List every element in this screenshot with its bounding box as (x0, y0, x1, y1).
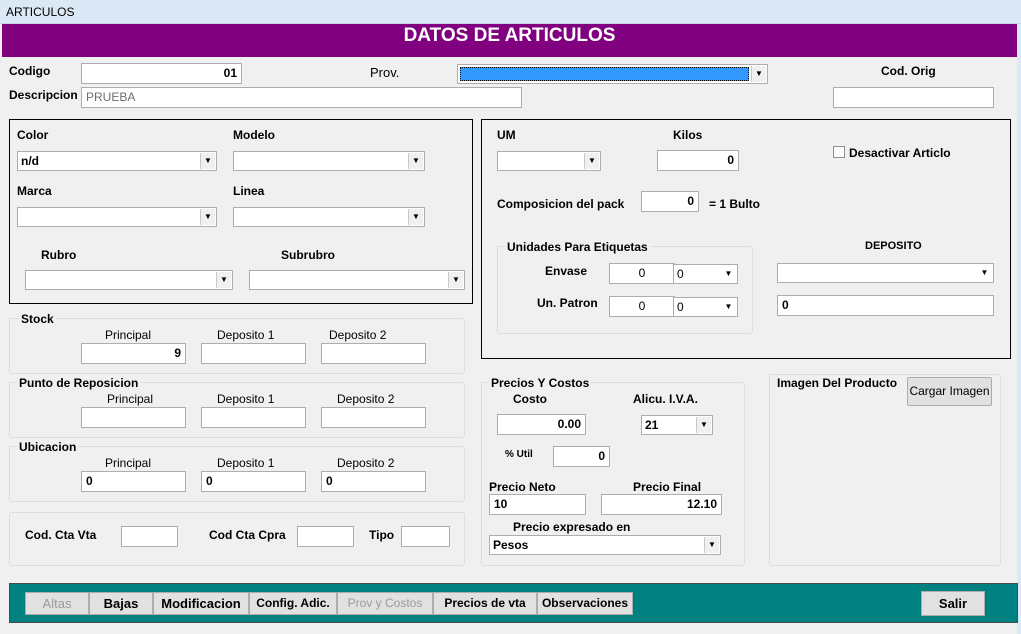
stock-col-principal: Principal (105, 328, 152, 342)
ubicacion-deposito1-input[interactable]: 0 (201, 471, 306, 492)
chevron-down-icon[interactable]: ▼ (200, 153, 215, 169)
window-titlebar (0, 0, 1021, 24)
precios-title: Precios Y Costos (491, 376, 590, 390)
chevron-down-icon[interactable]: ▼ (584, 153, 599, 169)
ubicacion-col-principal: Principal (105, 456, 152, 470)
chevron-down-icon[interactable]: ▼ (977, 265, 992, 281)
final-input[interactable]: 12.10 (601, 494, 722, 515)
envase-input[interactable]: 0 (609, 263, 675, 284)
rubro-label: Rubro (41, 248, 77, 262)
reposicion-col-deposito1: Deposito 1 (217, 392, 275, 406)
util-input[interactable]: 0 (553, 446, 610, 467)
stock-principal-input[interactable]: 9 (81, 343, 186, 364)
kilos-input[interactable]: 0 (657, 150, 739, 171)
deposito-select[interactable] (777, 263, 994, 283)
etiquetas-group (497, 246, 753, 334)
codigo-label: Codigo (9, 64, 51, 78)
costo-input[interactable]: 0.00 (497, 414, 586, 435)
color-select[interactable] (17, 151, 217, 171)
subrubro-select[interactable] (249, 270, 465, 290)
reposicion-principal-input[interactable] (81, 407, 186, 428)
window-frame-edge (1017, 24, 1021, 634)
observaciones-button[interactable]: Observaciones (537, 592, 633, 615)
um-select[interactable] (497, 151, 601, 171)
patron-select[interactable] (673, 297, 738, 317)
chevron-down-icon[interactable]: ▼ (216, 272, 231, 288)
stock-title: Stock (21, 312, 54, 326)
modelo-select[interactable] (233, 151, 425, 171)
window-title: ARTICULOS (6, 5, 75, 19)
neto-input[interactable]: 10 (489, 494, 586, 515)
chevron-down-icon[interactable]: ▼ (721, 266, 736, 282)
chevron-down-icon[interactable]: ▼ (408, 153, 423, 169)
desactivar-label: Desactivar Articlo (849, 146, 951, 160)
imagen-title: Imagen Del Producto (777, 376, 898, 390)
iva-select[interactable] (641, 415, 713, 435)
envase-selected-value: 0 (677, 267, 684, 281)
cod-orig-label: Cod. Orig (881, 64, 936, 78)
chevron-down-icon[interactable]: ▼ (721, 299, 736, 315)
envase-label: Envase (545, 264, 588, 278)
precios-vta-button[interactable]: Precios de vta (433, 592, 537, 615)
chevron-down-icon[interactable]: ▼ (704, 537, 719, 553)
reposicion-title: Punto de Reposicion (19, 376, 139, 390)
cta-vta-label: Cod. Cta Vta (25, 528, 97, 542)
neto-label: Precio Neto (489, 480, 556, 494)
config-adic-button[interactable]: Config. Adic. (249, 592, 337, 615)
chevron-down-icon[interactable]: ▼ (696, 417, 711, 433)
marca-select[interactable] (17, 207, 217, 227)
final-label: Precio Final (633, 480, 702, 494)
chevron-down-icon[interactable]: ▼ (200, 209, 215, 225)
ubicacion-col-deposito2: Deposito 2 (337, 456, 395, 470)
chevron-down-icon[interactable]: ▼ (751, 66, 766, 82)
ubicacion-deposito2-input[interactable]: 0 (321, 471, 426, 492)
patron-selected-value: 0 (677, 300, 684, 314)
prov-selected-value (460, 67, 749, 81)
marca-label: Marca (17, 184, 52, 198)
stock-deposito1-input[interactable] (201, 343, 306, 364)
prov-costos-button[interactable]: Prov y Costos (337, 592, 433, 615)
color-label: Color (17, 128, 49, 142)
subrubro-label: Subrubro (281, 248, 335, 262)
ubicacion-col-deposito1: Deposito 1 (217, 456, 275, 470)
linea-select[interactable] (233, 207, 425, 227)
reposicion-deposito2-input[interactable] (321, 407, 426, 428)
desactivar-checkbox[interactable] (833, 146, 845, 158)
chevron-down-icon[interactable]: ▼ (408, 209, 423, 225)
chevron-down-icon[interactable]: ▼ (448, 272, 463, 288)
cargar-imagen-button[interactable]: Cargar Imagen (907, 377, 992, 406)
costo-label: Costo (513, 392, 547, 406)
prov-label: Prov. (370, 65, 400, 80)
stock-deposito2-input[interactable] (321, 343, 426, 364)
modelo-label: Modelo (233, 128, 275, 142)
stock-col-deposito1: Deposito 1 (217, 328, 275, 342)
patron-label: Un. Patron (537, 296, 598, 310)
patron-input[interactable]: 0 (609, 296, 675, 317)
tipo-label: Tipo (369, 528, 395, 542)
altas-button[interactable]: Altas (25, 592, 89, 615)
reposicion-deposito1-input[interactable] (201, 407, 306, 428)
rubro-select[interactable] (25, 270, 233, 290)
cta-cpra-label: Cod Cta Cpra (209, 528, 286, 542)
bajas-button[interactable]: Bajas (89, 592, 153, 615)
cta-vta-input[interactable] (121, 526, 178, 547)
deposito-label: DEPOSITO (865, 240, 922, 252)
stock-col-deposito2: Deposito 2 (329, 328, 387, 342)
prov-select[interactable] (457, 64, 768, 84)
composicion-input[interactable]: 0 (641, 191, 699, 212)
descripcion-input[interactable]: PRUEBA (81, 87, 522, 108)
cod-orig-input[interactable] (833, 87, 994, 108)
iva-selected-value: 21 (645, 418, 659, 432)
linea-label: Linea (233, 184, 265, 198)
iva-label: Alicu. I.V.A. (633, 392, 698, 406)
deposito-input[interactable]: 0 (777, 295, 994, 316)
reposicion-col-deposito2: Deposito 2 (337, 392, 395, 406)
ubicacion-principal-input[interactable]: 0 (81, 471, 186, 492)
ubicacion-title: Ubicacion (19, 440, 77, 454)
reposicion-col-principal: Principal (107, 392, 154, 406)
cta-cpra-input[interactable] (297, 526, 354, 547)
envase-select[interactable] (673, 264, 738, 284)
salir-button[interactable]: Salir (921, 591, 985, 616)
util-label: % Util (505, 449, 533, 460)
page-title: DATOS DE ARTICULOS (2, 24, 1017, 57)
tipo-input[interactable] (401, 526, 450, 547)
kilos-label: Kilos (673, 128, 703, 142)
etiquetas-title: Unidades Para Etiquetas (507, 240, 648, 254)
moneda-select[interactable] (489, 535, 721, 555)
moneda-selected-value: Pesos (493, 538, 529, 552)
codigo-input[interactable]: 01 (81, 63, 242, 84)
expresado-label: Precio expresado en (513, 520, 631, 534)
color-selected-value: n/d (21, 154, 39, 168)
modificacion-button[interactable]: Modificacion (153, 592, 249, 615)
bulto-label: = 1 Bulto (709, 197, 761, 211)
descripcion-label: Descripcion (9, 88, 78, 102)
um-label: UM (497, 128, 516, 142)
composicion-label: Composicion del pack (497, 197, 625, 211)
